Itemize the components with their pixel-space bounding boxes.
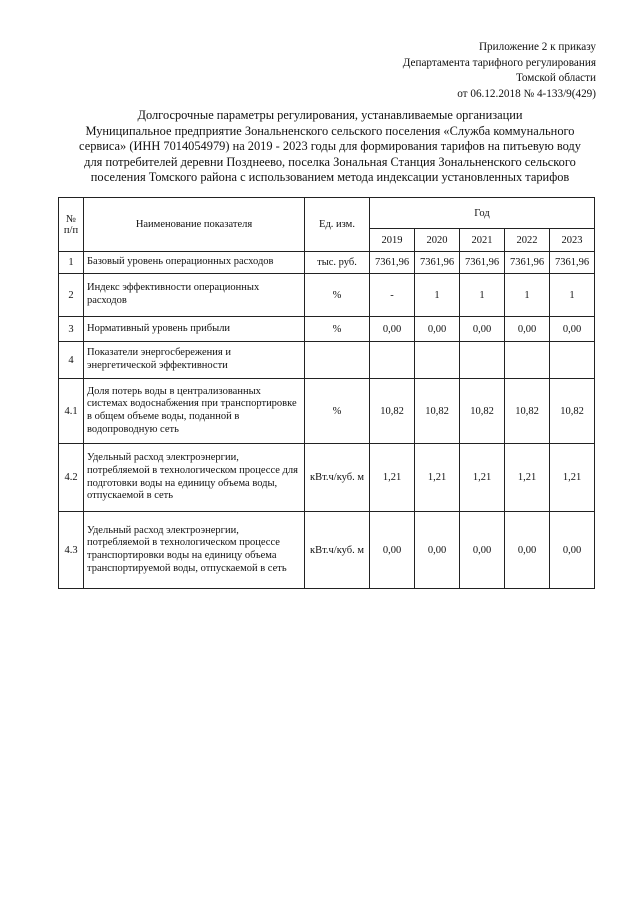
row-value bbox=[370, 342, 415, 379]
row-value: 1,21 bbox=[505, 444, 550, 512]
row-num: 3 bbox=[59, 317, 84, 342]
row-value: 0,00 bbox=[370, 317, 415, 342]
row-num: 4.1 bbox=[59, 379, 84, 444]
header-year: 2023 bbox=[550, 229, 595, 252]
row-value: 7361,96 bbox=[460, 252, 505, 274]
table-row bbox=[59, 444, 595, 512]
row-num: 1 bbox=[59, 252, 84, 274]
row-name: Удельный расход электроэнергии, потребляемой в технологическом процессе транспортировки воды на единицу объема транспортируемой воды, отпускаемой в сеть bbox=[84, 512, 305, 589]
row-name: Базовый уровень операционных расходов bbox=[84, 252, 305, 274]
title-line: Долгосрочные параметры регулирования, устанавливаемые организации bbox=[137, 108, 523, 122]
row-value: 0,00 bbox=[415, 512, 460, 589]
header-year: 2021 bbox=[460, 229, 505, 252]
row-value: 0,00 bbox=[370, 512, 415, 589]
document-title bbox=[50, 108, 610, 186]
row-unit: кВт.ч/куб. м bbox=[305, 512, 370, 589]
row-value: 7361,96 bbox=[370, 252, 415, 274]
table-row bbox=[59, 512, 595, 589]
row-name: Показатели энергосбережения и энергетической эффективности bbox=[84, 342, 305, 379]
title-line: для потребителей деревни Позднеево, поселка Зональная Станция Зональненского сельского bbox=[84, 154, 576, 169]
row-unit bbox=[305, 342, 370, 379]
header-year-group: Год bbox=[370, 198, 595, 229]
row-value: 10,82 bbox=[370, 379, 415, 444]
parameters-table bbox=[58, 197, 595, 589]
row-value: 0,00 bbox=[550, 512, 595, 589]
row-value: 10,82 bbox=[415, 379, 460, 444]
header-num: № п/п bbox=[59, 198, 84, 252]
row-value: 0,00 bbox=[505, 512, 550, 589]
title-line: поселения Томского района с использованием метода индексации установленных тарифов bbox=[90, 170, 570, 185]
row-value: 10,82 bbox=[550, 379, 595, 444]
row-num: 4 bbox=[59, 342, 84, 379]
row-value: 0,00 bbox=[460, 317, 505, 342]
row-value: 0,00 bbox=[415, 317, 460, 342]
header-year: 2019 bbox=[370, 229, 415, 252]
row-value: 10,82 bbox=[505, 379, 550, 444]
row-value: 1 bbox=[460, 274, 505, 317]
row-unit: кВт.ч/куб. м bbox=[305, 444, 370, 512]
order-reference-line: Департамента тарифного регулирования bbox=[402, 56, 596, 69]
table-row bbox=[59, 317, 595, 342]
row-unit: тыс. руб. bbox=[305, 252, 370, 274]
row-value: 7361,96 bbox=[505, 252, 550, 274]
row-name: Индекс эффективности операционных расходов bbox=[84, 274, 305, 317]
row-value: 1,21 bbox=[460, 444, 505, 512]
row-value: 0,00 bbox=[460, 512, 505, 589]
order-reference-line: Томской области bbox=[515, 72, 596, 84]
row-value: 10,82 bbox=[460, 379, 505, 444]
row-value: 1 bbox=[550, 274, 595, 317]
row-value: 0,00 bbox=[505, 317, 550, 342]
header-unit: Ед. изм. bbox=[305, 198, 370, 252]
row-name: Доля потерь воды в централизованных системах водоснабжения при транспортировке в общем объеме воды, поданной в водопроводную сеть bbox=[84, 379, 305, 444]
row-value bbox=[505, 342, 550, 379]
table-row bbox=[59, 379, 595, 444]
row-unit: % bbox=[305, 317, 370, 342]
row-value: 1 bbox=[505, 274, 550, 317]
row-value: 7361,96 bbox=[415, 252, 460, 274]
header-year: 2022 bbox=[505, 229, 550, 252]
row-unit: % bbox=[305, 274, 370, 317]
row-value bbox=[415, 342, 460, 379]
row-value bbox=[460, 342, 505, 379]
row-name: Нормативный уровень прибыли bbox=[84, 317, 305, 342]
row-value: 0,00 bbox=[550, 317, 595, 342]
table-row bbox=[59, 274, 595, 317]
row-value: 1,21 bbox=[370, 444, 415, 512]
order-reference-line: от 06.12.2018 № 4-133/9(429) bbox=[457, 87, 596, 100]
row-value bbox=[550, 342, 595, 379]
row-num: 2 bbox=[59, 274, 84, 317]
header-name: Наименование показателя bbox=[84, 198, 305, 252]
table-row bbox=[59, 252, 595, 274]
row-name: Удельный расход электроэнергии, потребляемой в технологическом процессе для подготовки воды на единицу объема воды, отпускаемой в сеть bbox=[84, 444, 305, 512]
row-unit: % bbox=[305, 379, 370, 444]
table-row bbox=[59, 342, 595, 379]
title-line: сервиса» (ИНН 7014054979) на 2019 - 2023 годы для формирования тарифов на питьевую воду bbox=[79, 139, 581, 154]
row-value: 1,21 bbox=[415, 444, 460, 512]
header-year: 2020 bbox=[415, 229, 460, 252]
row-value: 1 bbox=[415, 274, 460, 317]
order-reference-line: Приложение 2 к приказу bbox=[478, 41, 596, 53]
row-value: 1,21 bbox=[550, 444, 595, 512]
row-num: 4.3 bbox=[59, 512, 84, 589]
row-value: 7361,96 bbox=[550, 252, 595, 274]
row-value: - bbox=[370, 274, 415, 317]
order-reference bbox=[276, 40, 596, 102]
row-num: 4.2 bbox=[59, 444, 84, 512]
title-line: Муниципальное предприятие Зональненского сельского поселения «Служба коммунального bbox=[85, 123, 575, 138]
